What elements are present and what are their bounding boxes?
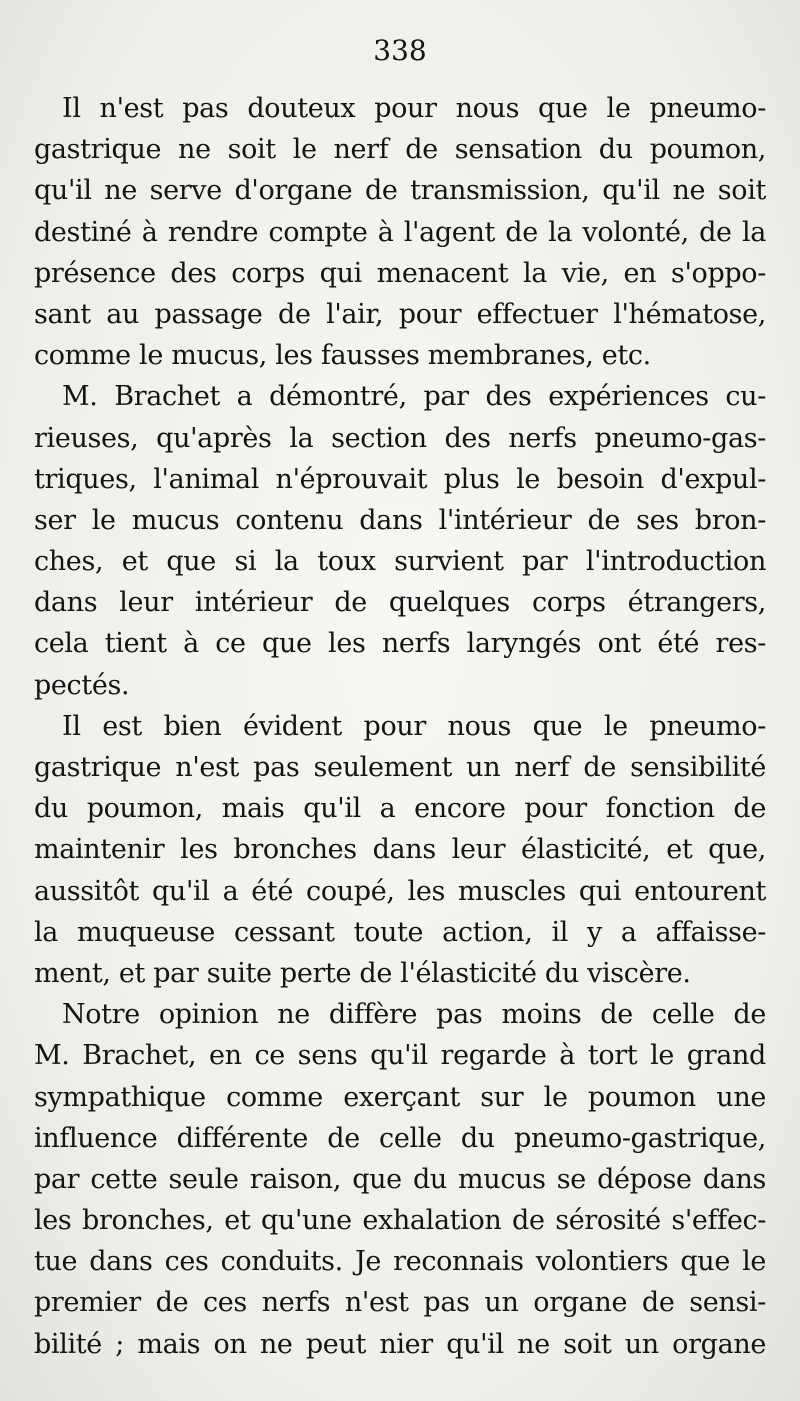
text-line: maintenir les bronches dans leur élasticité, et que,: [34, 834, 766, 866]
text-line: sant au passage de l'air, pour effectuer l'hématose,: [34, 298, 766, 330]
text-line: les bronches, et qu'une exhalation de sérosité s'effec-: [34, 1205, 766, 1237]
text-line: qu'il ne serve d'organe de transmission, qu'il ne soit: [34, 175, 766, 207]
text-line: rieuses, qu'après la section des nerfs pneumo-gas-: [34, 422, 766, 454]
text-line: M. Brachet a démontré, par des expériences cu-: [62, 381, 766, 413]
text-line: triques, l'animal n'éprouvait plus le besoin d'expul-: [34, 463, 766, 495]
text-line: Il n'est pas douteux pour nous que le pneumo-: [62, 93, 766, 124]
text-line: ches, et que si la toux survient par l'introduction: [34, 546, 766, 578]
text-line: gastrique n'est pas seulement un nerf de sensibilité: [34, 752, 766, 783]
text-line: Il est bien évident pour nous que le pneumo-: [62, 710, 766, 742]
text-line: gastrique ne soit le nerf de sensation du poumon,: [34, 134, 766, 166]
text-line: bilité ; mais on ne peut nier qu'il ne soit un organe: [34, 1328, 766, 1360]
text-line: dans leur intérieur de quelques corps étrangers,: [34, 587, 766, 619]
text-line: la muqueuse cessant toute action, il y a affaisse-: [34, 916, 766, 948]
text-line: présence des corps qui menacent la vie, en s'oppo-: [34, 257, 766, 289]
text-line: ser le mucus contenu dans l'intérieur de ses bron-: [34, 504, 766, 536]
text-line: M. Brachet, en ce sens qu'il regarde à tort le grand: [34, 1040, 766, 1072]
text-line: aussitôt qu'il a été coupé, les muscles qui entourent: [34, 875, 766, 907]
page-number: 338: [373, 34, 427, 67]
text-line: Notre opinion ne diffère pas moins de celle de: [62, 999, 766, 1031]
text-line: destiné à rendre compte à l'agent de la volonté, de la: [34, 216, 766, 248]
text-line: comme le mucus, les fausses membranes, etc.: [34, 340, 651, 372]
text-line: influence différente de celle du pneumo-gastrique,: [34, 1122, 766, 1154]
text-line: cela tient à ce que les nerfs laryngés ont été res-: [34, 628, 766, 660]
text-line: du poumon, mais qu'il a encore pour fonction de: [34, 793, 766, 825]
text-line: ment, et par suite perte de l'élasticité du viscère.: [34, 957, 691, 989]
text-line: pectés.: [34, 669, 130, 701]
body-text: [34, 88, 766, 1365]
text-line: sympathique comme exerçant sur le poumon une: [34, 1081, 766, 1113]
text-line: par cette seule raison, que du mucus se dépose dans: [34, 1163, 766, 1195]
text-line: premier de ces nerfs n'est pas un organe de sensi-: [34, 1287, 766, 1319]
text-line: tue dans ces conduits. Je reconnais volontiers que le: [34, 1246, 766, 1278]
